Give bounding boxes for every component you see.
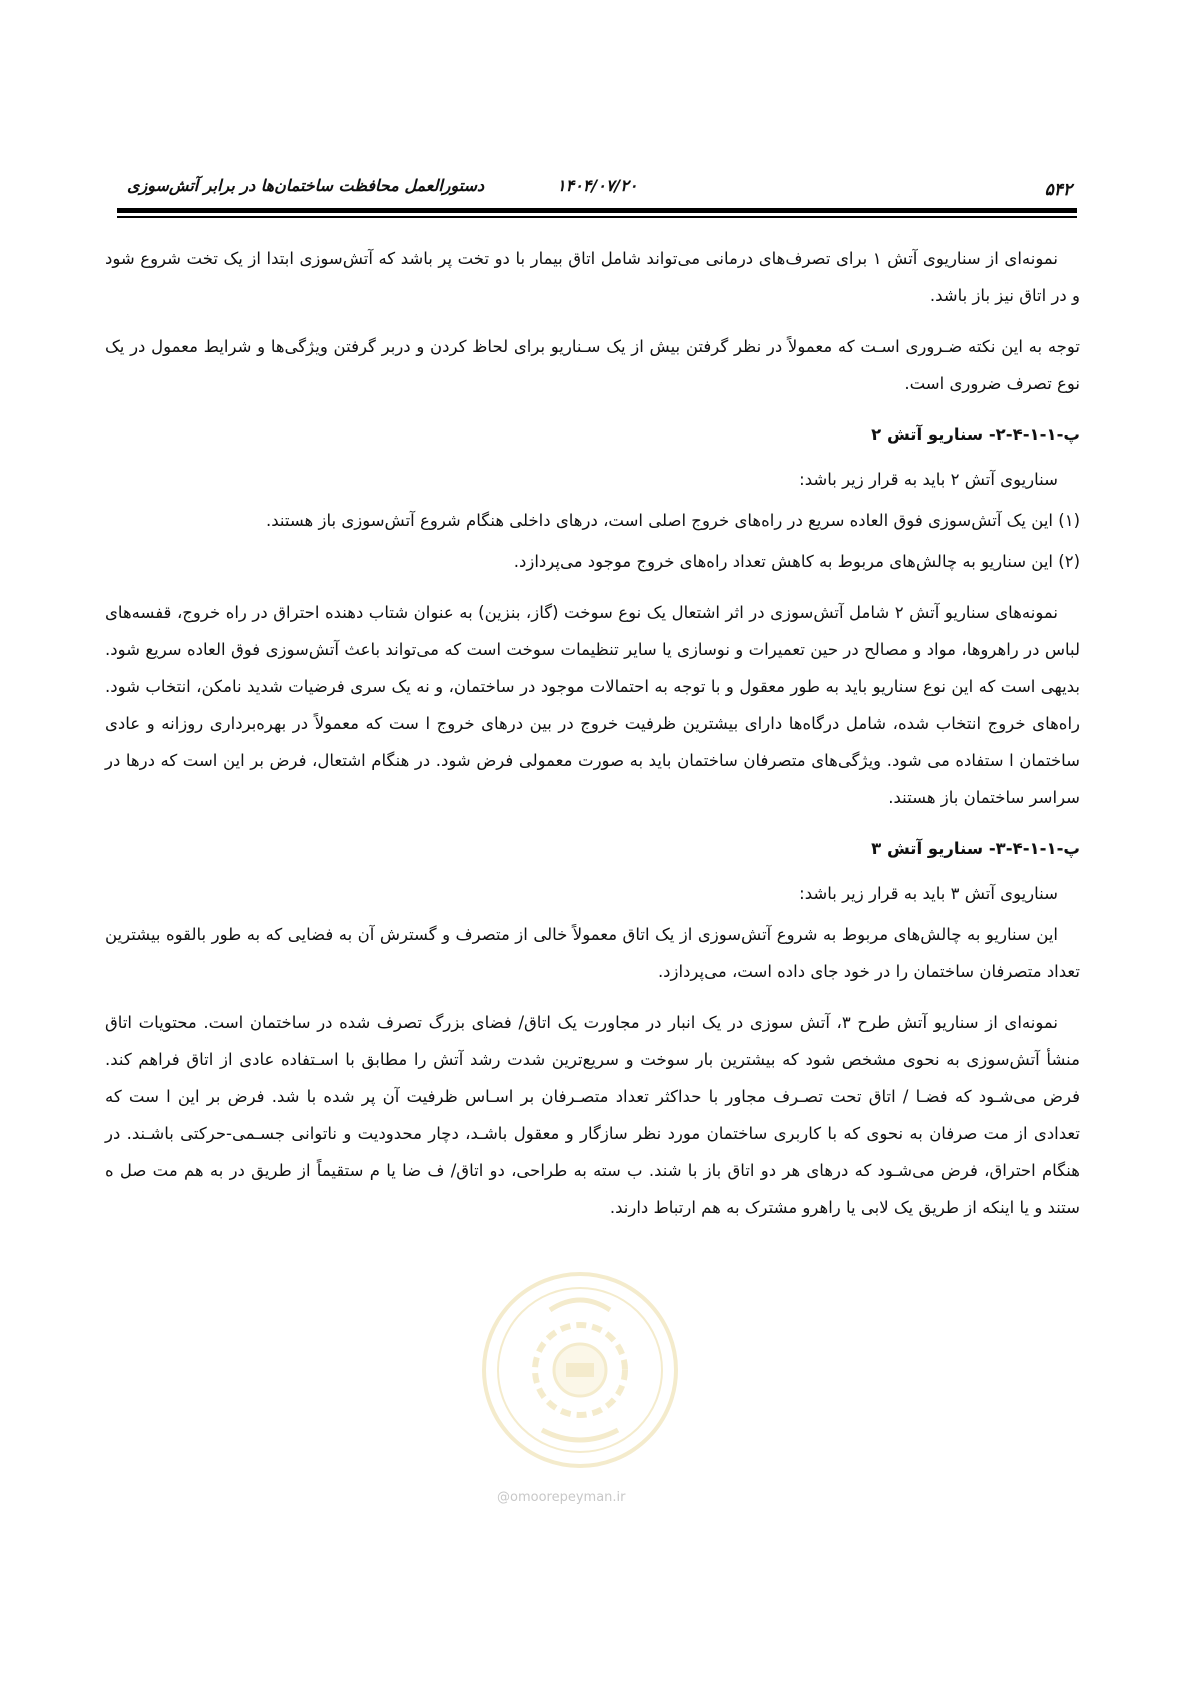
paragraph-scenario2-examples: نمونه‌های سناریو آتش ۲ شامل آتش‌سوزی در اثر اشتعال یک نوع سوخت (گاز، بنزین) به عنوان شتاب دهنده احتراق در راه خروج، قفسه‌های لباس در راهروها، مواد و مصالح در حین تعمیرات و نوسازی یا سایر تنظیمات سوخت است که می‌تواند باعث آتش‌سوزی فوق العاده سریع شود. بدیهی است که این نوع سناریو باید به طور معقول و با توجه به احتمالات موجود در ساختمان، و نه یک سری فرضیات شدید نامکن، انتخاب شود. راه‌های خروج انتخاب شده، شامل درگاه‌ها دارای بیشترین ظرفیت خروج در بین درهای خروج ا ست که معمولاً در بهره‌برداری روزانه و عادی ساختمان ا ستفاده می شود. ویژگی‌های متصرفان ساختمان باید به صورت معمولی فرض شود. در هنگام اشتعال، فرض بر این است که درها در سراسر ساختمان باز هستند. xyxy=(105,603,1080,807)
header-rule-thick xyxy=(117,208,1077,213)
paragraph-scenario2-intro: سناریوی آتش ۲ باید به قرار زیر باشد: xyxy=(799,470,1058,489)
section-heading-scenario-3: پ-۱-۱-۴-۳- سناریو آتش ۳ xyxy=(871,839,1080,858)
section-heading-scenario-2: پ-۱-۱-۴-۲- سناریو آتش ۲ xyxy=(871,425,1080,444)
list-item-scenario2-1: (۱) این یک آتش‌سوزی فوق العاده سریع در راه‌های خروج اصلی است، درهای داخلی هنگام شروع آتش‌سوزی باز هستند. xyxy=(265,511,1080,530)
header-date: ۱۴۰۴/۰۷/۲۰ xyxy=(557,176,638,195)
header-title: دستورالعمل محافظت ساختمان‌ها در برابر آتش‌سوزی xyxy=(127,176,485,195)
paragraph-multiple-scenarios: توجه به این نکته ضـروری اسـت که معمولاً در نظر گرفتن بیش از یک سـناریو برای لحاظ کردن و دربر گرفتن ویژگی‌ها و شرایط معمول در یک نوع تصرف ضروری است. xyxy=(105,337,1080,393)
paragraph-scenario1-example: نمونه‌ای از سناریوی آتش ۱ برای تصرف‌های درمانی می‌تواند شامل اتاق بیمار با دو تخت پر باشد که آتش‌سوزی ابتدا از یک تخت شروع شود و در اتاق نیز باز باشد. xyxy=(105,249,1080,305)
body-text xyxy=(105,240,1080,1240)
page-header xyxy=(117,170,1072,210)
paragraph-scenario3-example: نمونه‌ای از سناریو آتش طرح ۳، آتش سوزی در یک انبار در مجاورت یک اتاق/ فضای بزرگ تصرف شده در ساختمان است. محتویات اتاق منشأ آتش‌سوزی به نحوی مشخص شود که بیشترین بار سوخت و سریع‌ترین شدت رشد آتش را مطابق با اسـتفاده عادی از اتاق فراهم کند. فرض می‌شـود که فضـا / اتاق تحت تصـرف مجاور با حداکثر تعداد متصـرفان بر اسـاس ظرفیت آن پر شده با شد. فرض بر این ا ست که تعدادی از مت صرفان به نحوی که با کاربری ساختمان مورد نظر سازگار و معقول باشـد، دچار محدودیت و ناتوانی جسـمی-حرکتی باشـند. در هنگام احتراق، فرض می‌شـود که درهای هر دو اتاق باز با شند. ب سته به طراحی، دو اتاق/ ف ضا یا م ستقیماً از طریق در به هم مت صل ه ستند و یا اینکه از طریق یک لابی یا راهرو مشترک به هم ارتباط دارند. xyxy=(105,1013,1080,1217)
header-rule-thin xyxy=(117,216,1077,218)
list-item-scenario2-2: (۲) این سناریو به چالش‌های مربوط به کاهش تعداد راه‌های خروج موجود می‌پردازد. xyxy=(513,552,1080,571)
paragraph-scenario3-description: این سناریو به چالش‌های مربوط به شروع آتش‌سوزی از یک اتاق معمولاً خالی از متصرف و گسترش آن به فضایی که به طور بالقوه بیشترین تعداد متصرفان ساختمان را در خود جای داده است، می‌پردازد. xyxy=(105,925,1080,981)
watermark-site: @omoorepeyman.ir xyxy=(497,1490,626,1505)
page-number: ۵۴۲ xyxy=(1044,180,1072,200)
watermark-seal-icon xyxy=(480,1265,680,1475)
paragraph-scenario3-intro: سناریوی آتش ۳ باید به قرار زیر باشد: xyxy=(799,884,1058,903)
